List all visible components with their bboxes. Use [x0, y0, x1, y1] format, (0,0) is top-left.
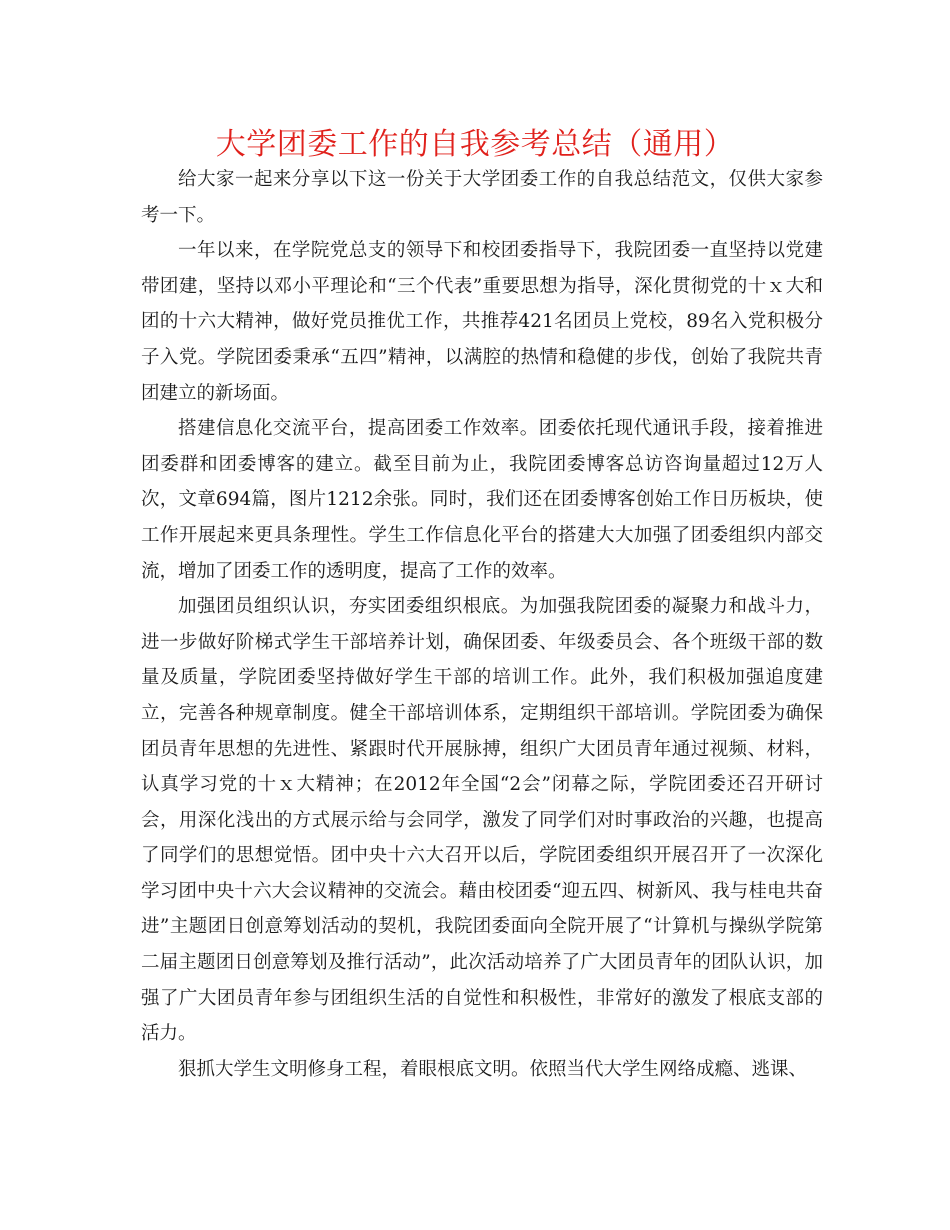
paragraph-intro: 给大家一起来分享以下这一份关于大学团委工作的自我总结范文，仅供大家参考一下。 — [141, 169, 823, 226]
paragraph-civility-project: 狠抓大学生文明修身工程，着眼根底文明。依照当代大学生网络成瘾、逃课、 — [178, 1058, 808, 1080]
document-body — [141, 162, 823, 1087]
paragraph-organization-awareness: 加强团员组织认识，夯实团委组织根底。为加强我院团委的凝聚力和战斗力，进一步做好阶梯式学生干部培养计划，确保团委、年级委员会、各个班级干部的数量及质量，学院团委坚持做好学生干部的培训工作。此外，我们积极加强追度建立，完善各种规章制度。健全干部培训体系，定期组织干部培训。学院团委为确保团员青年思想的先进性、紧跟时代开展脉搏，组织广大团员青年通过视频、材料，认真学习党的十ｘ大精神；在2012年全国“2会”闭幕之际，学院团委还召开研讨会，用深化浅出的方式展示给与会同学，激发了同学们对时事政治的兴趣，也提高了同学们的思想觉悟。团中央十六大召开以后，学院团委组织开展召开了一次深化学习团中央十六大会议精神的交流会。藉由校团委“迎五四、树新风、我与桂电共奋进”主题团日创意筹划活动的契机，我院团委面向全院开展了“计算机与操纵学院第二届主题团日创意筹划及推行活动”，此次活动培养了广大团员青年的团队认识，加强了广大团员青年参与团组织生活的自觉性和积极性，非常好的激发了根底支部的活力。 — [141, 596, 823, 1045]
document-title: 大学团委工作的自我参考总结（通用） — [215, 127, 735, 162]
paragraph-information-platform: 搭建信息化交流平台，提高团委工作效率。团委依托现代通讯手段，接着推进团委群和团委博客的建立。截至目前为止，我院团委博客总访咨询量超过12万人次，文章694篇，图片1212余张。同时，我们还在团委博客创始工作日历板块，使工作开展起来更具条理性。学生工作信息化平台的搭建大大加强了团委组织内部交流，增加了团委工作的透明度，提高了工作的效率。 — [141, 418, 823, 582]
paragraph-party-building: 一年以来，在学院党总支的领导下和校团委指导下，我院团委一直坚持以党建带团建，坚持以邓小平理论和“三个代表”重要思想为指导，深化贯彻党的十ｘ大和团的十六大精神，做好党员推优工作，共推荐421名团员上党校，89名入党积极分子入党。学院团委秉承“五四”精神，以满腔的热情和稳健的步伐，创始了我院共青团建立的新场面。 — [141, 240, 823, 404]
